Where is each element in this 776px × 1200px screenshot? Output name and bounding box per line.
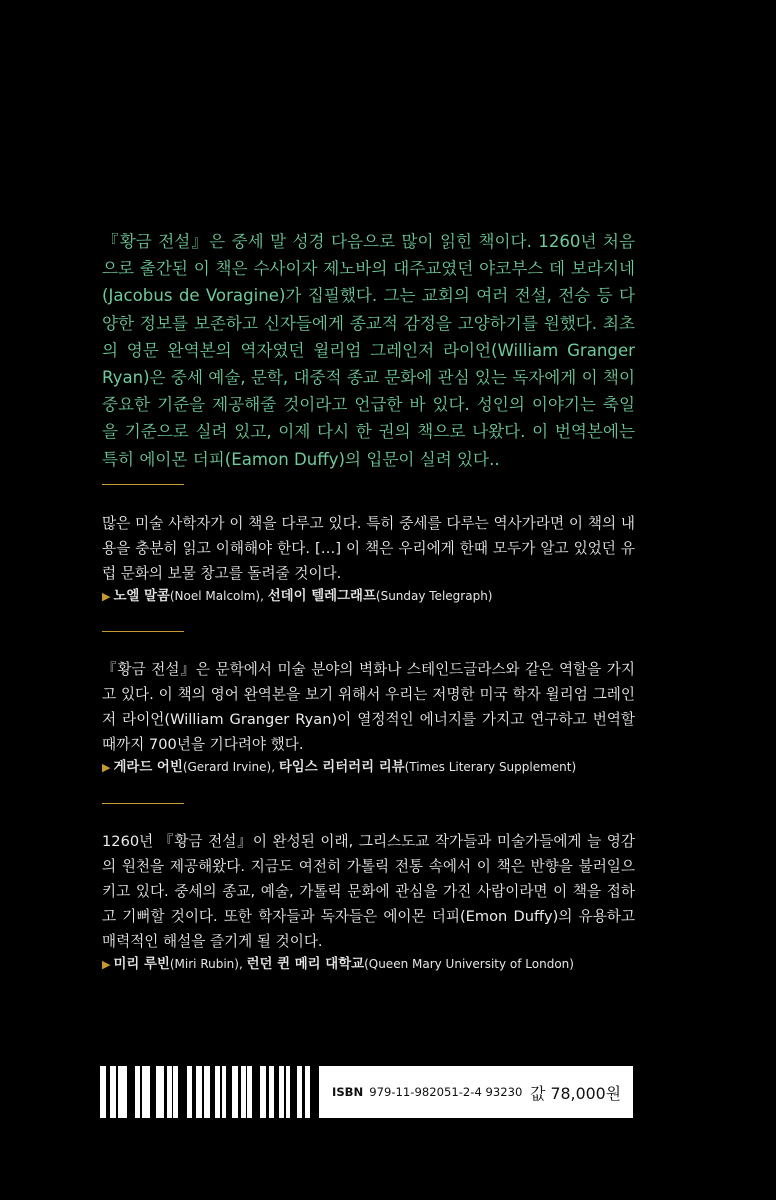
triangle-bullet-icon: ▶ xyxy=(102,761,111,774)
barcode-box xyxy=(100,1066,633,1118)
review-outlet-english: (Queen Mary University of London) xyxy=(364,957,574,971)
divider-rule xyxy=(102,484,184,485)
review-outlet-english: (Times Literary Supplement) xyxy=(404,760,577,774)
isbn-info xyxy=(324,1081,633,1104)
review-source xyxy=(102,757,635,778)
triangle-bullet-icon: ▶ xyxy=(102,590,111,603)
review-source xyxy=(102,954,635,975)
price-label: 값 78,000원 xyxy=(530,1083,621,1103)
reviewer-name-english: (Noel Malcolm), xyxy=(169,589,268,603)
review-outlet: 타임스 리터러리 리뷰 xyxy=(278,760,405,775)
review-quote: 많은 미술 사학자가 이 책을 다루고 있다. 특히 중세를 다루는 역사가라면 이 책의 내용을 충분히 읽고 이해해야 한다. […] 이 책은 우리에게 한때 모두가 알고 있었던 유럽 문화의 보물 창고를 돌려줄 것이다. xyxy=(102,515,635,582)
review-quote: 『황금 전설』은 문학에서 미술 분야의 벽화나 스테인드글라스와 같은 역할을 가지고 있다. 이 책의 영어 완역본을 보기 위해서 우리는 저명한 미국 학자 윌리엄 그레인저 라이언(William Granger Ryan)이 열정적인 에너지를 가지고 연구하고 번역할 때까지 700년을 기다려야 했다. xyxy=(102,661,635,753)
divider-rule xyxy=(102,631,184,632)
intro-paragraph: 『황금 전설』은 중세 말 성경 다음으로 많이 읽힌 책이다. 1260년 처음으로 출간된 이 책은 수사이자 제노바의 대주교였던 야코부스 데 보라지네(Jacobus de Voragine)가 집필했다. 그는 교회의 여러 전설, 전승 등 다양한 정보를 보존하고 신자들에게 종교적 감정을 고양하기를 원했다. 최초의 영문 완역본의 역자였던 윌리엄 그레인저 라이언(William Granger Ryan)은 중세 예술, 문학, 대중적 종교 문화에 관심 있는 독자에게 이 책이 중요한 기준을 제공해줄 것이라고 언급한 바 있다. 성인의 이야기는 축일을 기준으로 실려 있고, 이제 다시 한 권의 책으로 나왔다. 이 번역본에는 특히 에이몬 더피(Eamon Duffy)의 입문이 실려 있다.. xyxy=(102,232,635,469)
barcode-bars-icon xyxy=(100,1066,324,1118)
review-3 xyxy=(102,829,635,975)
reviewer-name: 노엘 말콤 xyxy=(113,589,170,604)
review-outlet-english: (Sunday Telegraph) xyxy=(375,589,493,603)
review-quote: 1260년 『황금 전설』이 완성된 이래, 그리스도교 작가들과 미술가들에게 늘 영감의 원천을 제공해왔다. 지금도 여전히 가톨릭 전통 속에서 이 책은 반향을 불러일으키고 있다. 중세의 종교, 예술, 가톨릭 문화에 관심을 가진 사람이라면 이 책을 접하고 기뻐할 것이다. 또한 학자들과 독자들은 에이몬 더피(Emon Duffy)의 유용하고 매력적인 해설을 즐기게 될 것이다. xyxy=(102,833,635,950)
reviewer-name: 미리 루빈 xyxy=(113,957,170,972)
reviewer-name-english: (Gerard Irvine), xyxy=(182,760,279,774)
isbn-number: 979-11-982051-2-4 93230 xyxy=(369,1085,523,1099)
review-1 xyxy=(102,511,635,607)
review-source xyxy=(102,586,635,607)
reviewer-name-english: (Miri Rubin), xyxy=(169,957,247,971)
reviewer-name: 게라드 어빈 xyxy=(113,760,183,775)
review-2 xyxy=(102,657,635,778)
review-outlet: 선데이 텔레그래프 xyxy=(267,589,376,604)
isbn-code xyxy=(332,1085,522,1099)
isbn-label: ISBN xyxy=(332,1085,364,1099)
review-outlet: 런던 퀸 메리 대학교 xyxy=(246,957,365,972)
divider-rule xyxy=(102,803,184,804)
triangle-bullet-icon: ▶ xyxy=(102,958,111,971)
